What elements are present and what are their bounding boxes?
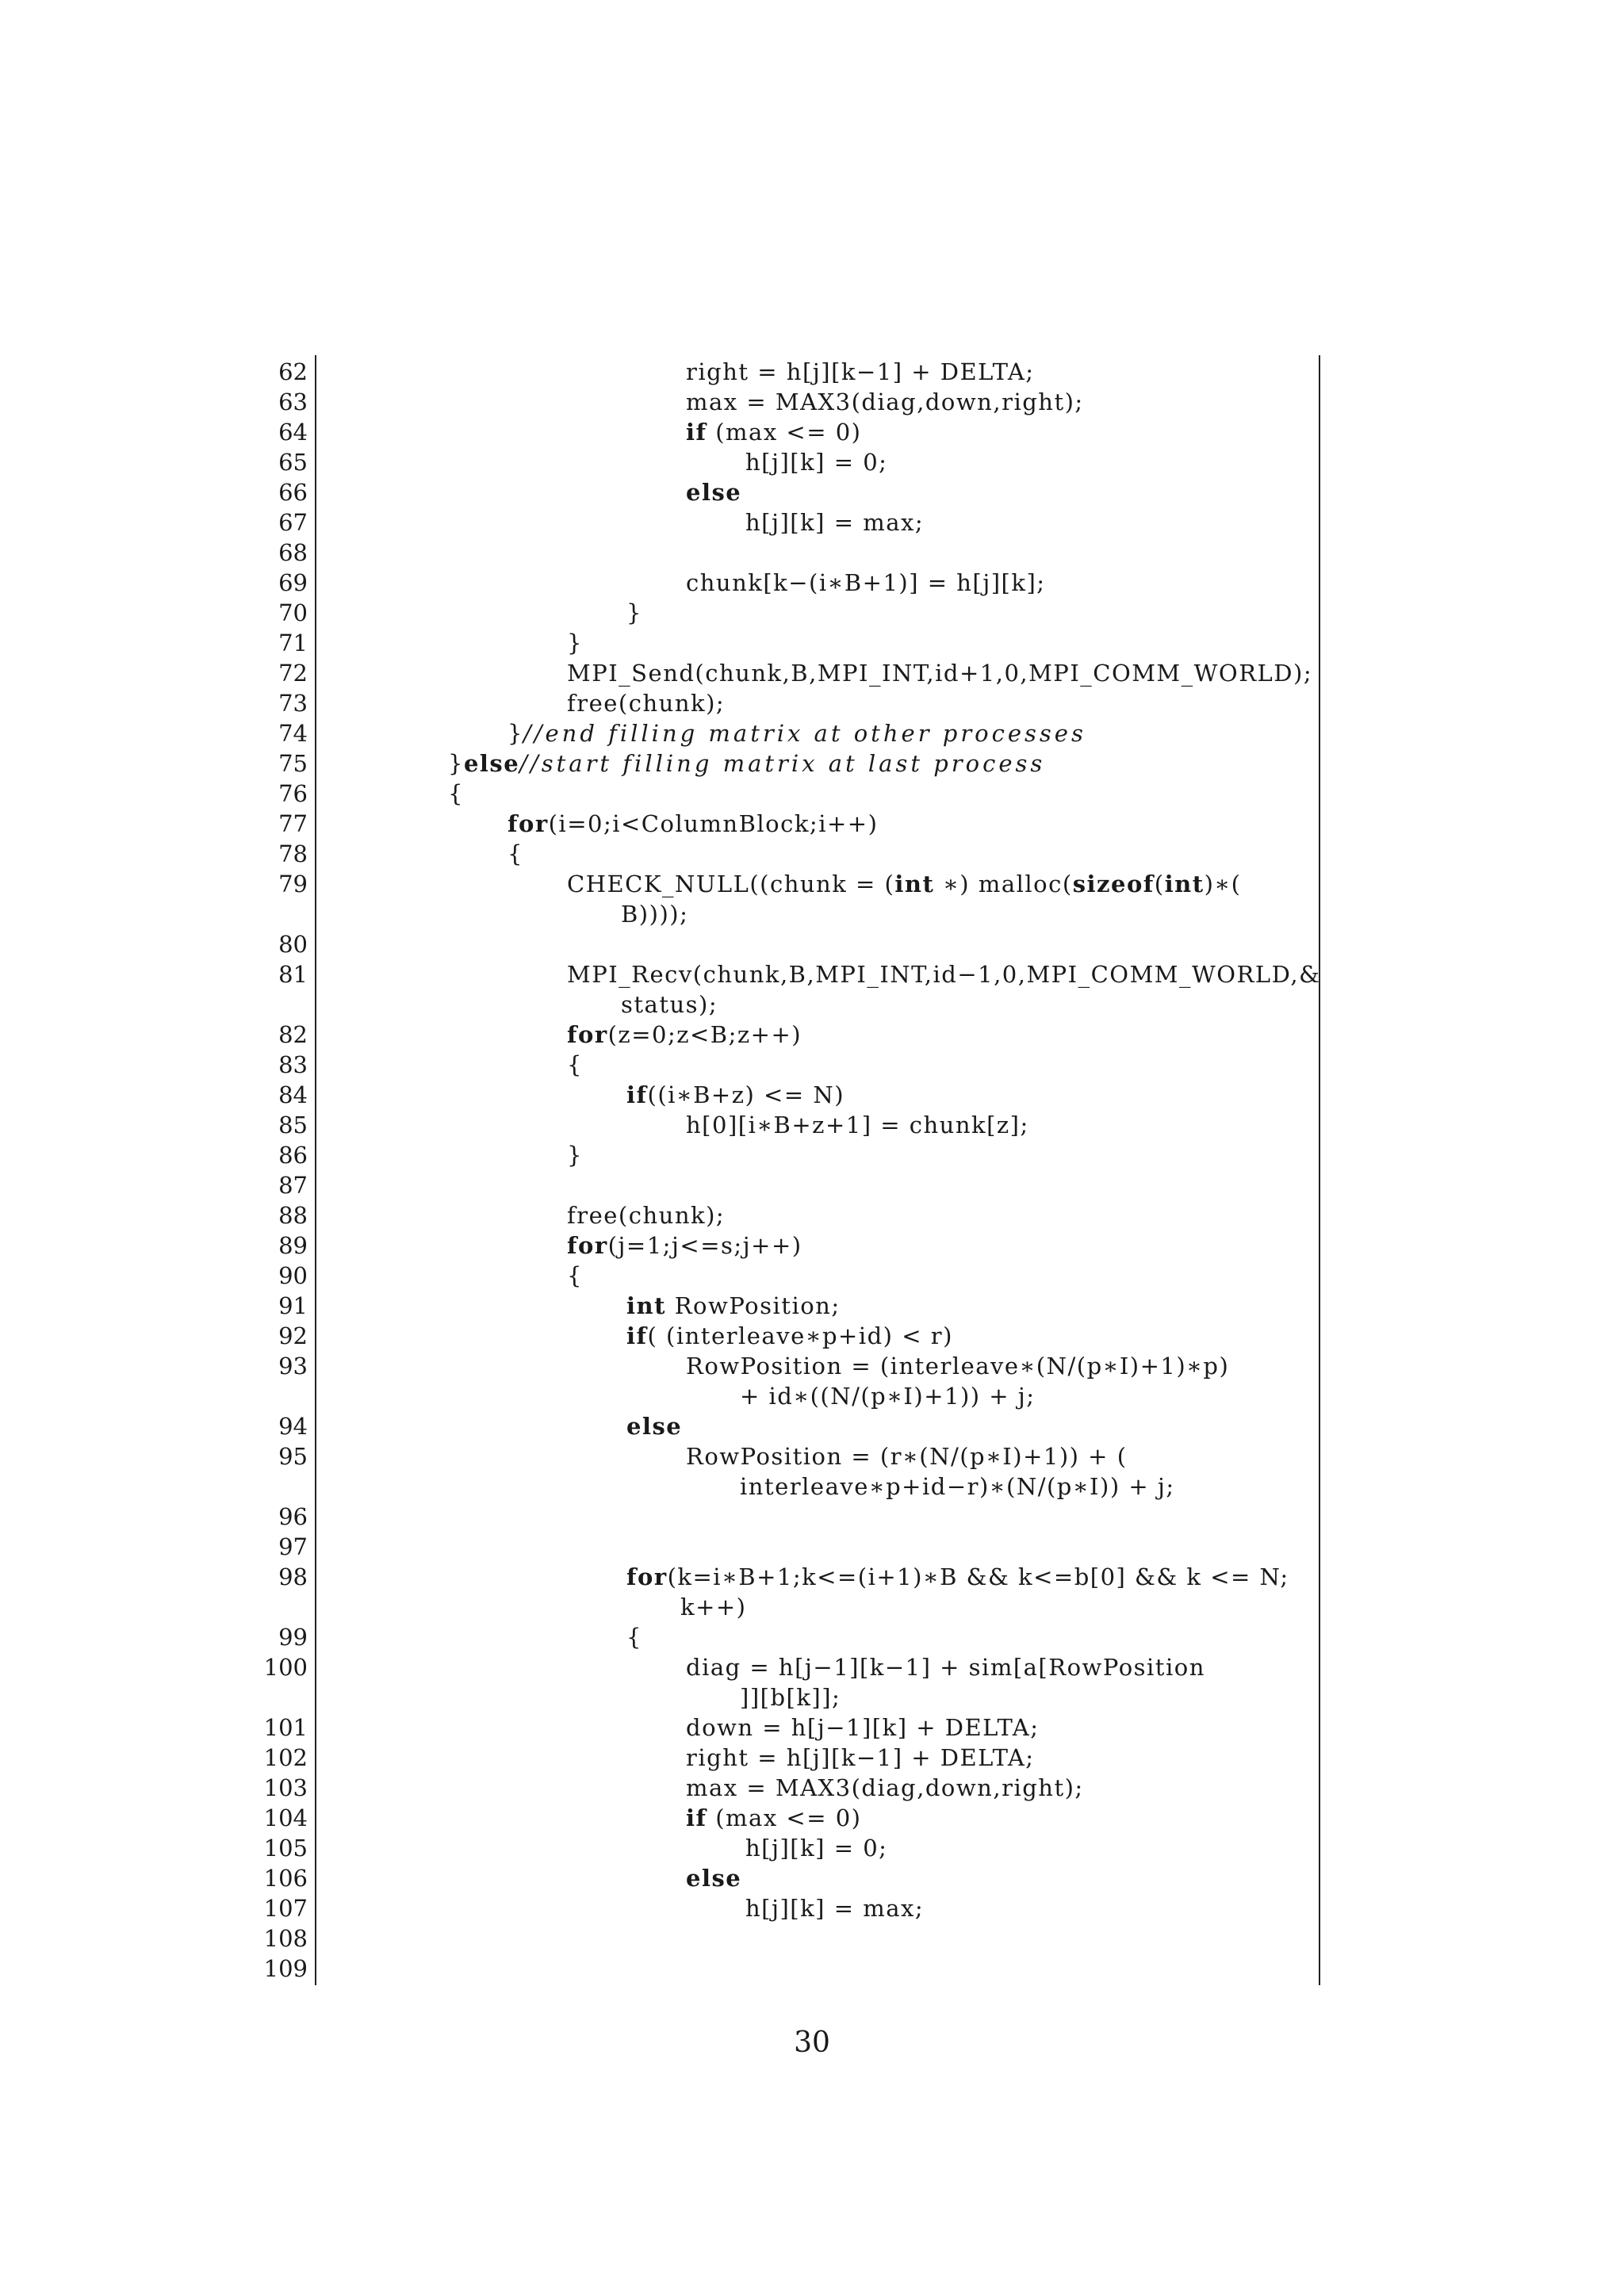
code-line bbox=[0, 869, 1624, 929]
code-text bbox=[448, 779, 464, 809]
code-token: h[j][k] = 0; bbox=[745, 449, 888, 476]
code-keyword: if bbox=[626, 1081, 648, 1108]
code-token: diag = h[j−1][k−1] + sim[a[RowPosition bbox=[686, 1654, 1205, 1681]
code-token: CHECK_NULL((chunk = ( bbox=[567, 871, 895, 897]
code-text bbox=[626, 598, 642, 628]
code-text bbox=[626, 1622, 642, 1652]
code-token: { bbox=[626, 1624, 642, 1651]
line-number: 81 bbox=[278, 961, 308, 988]
line-number: 109 bbox=[263, 1955, 308, 1982]
code-line bbox=[0, 1411, 1624, 1441]
code-keyword: for bbox=[626, 1563, 668, 1590]
code-line bbox=[0, 1110, 1624, 1140]
code-text bbox=[448, 748, 1045, 779]
line-number: 66 bbox=[278, 479, 308, 506]
code-text bbox=[686, 357, 1035, 387]
line-number: 92 bbox=[278, 1322, 308, 1349]
code-line bbox=[0, 507, 1624, 538]
code-text bbox=[626, 1321, 953, 1351]
code-keyword: if bbox=[686, 419, 707, 446]
code-token: h[j][k] = max; bbox=[745, 1895, 925, 1922]
code-line bbox=[0, 1893, 1624, 1923]
line-number: 72 bbox=[278, 660, 308, 687]
line-number: 103 bbox=[263, 1774, 308, 1801]
code-keyword: sizeof bbox=[1072, 871, 1155, 897]
code-line bbox=[0, 1261, 1624, 1291]
code-line bbox=[0, 1652, 1624, 1712]
code-token: { bbox=[567, 1262, 583, 1289]
line-number: 62 bbox=[278, 358, 308, 385]
line-number: 63 bbox=[278, 388, 308, 415]
code-line bbox=[0, 809, 1624, 839]
code-token: h[0][i∗B+z+1] = chunk[z]; bbox=[686, 1112, 1029, 1138]
code-line bbox=[0, 1020, 1624, 1050]
code-token: right = h[j][k−1] + DELTA; bbox=[686, 358, 1035, 385]
code-continuation: B)))); bbox=[621, 901, 689, 928]
code-line bbox=[0, 1200, 1624, 1230]
code-keyword: for bbox=[567, 1021, 608, 1048]
line-number: 86 bbox=[278, 1142, 308, 1169]
code-token: (i=0;i<ColumnBlock;i++) bbox=[548, 810, 879, 837]
code-token: free(chunk); bbox=[567, 690, 726, 717]
line-number: 91 bbox=[278, 1292, 308, 1319]
code-token: } bbox=[448, 750, 464, 777]
line-number: 67 bbox=[278, 509, 308, 536]
line-number: 65 bbox=[278, 449, 308, 476]
code-text bbox=[686, 1803, 861, 1833]
code-keyword: if bbox=[626, 1322, 648, 1349]
code-line bbox=[0, 1833, 1624, 1863]
code-token: (z=0;z<B;z++) bbox=[607, 1021, 802, 1048]
code-token: MPI_Send(chunk,B,MPI_INT,id+1,0,MPI_COMM_WORLD); bbox=[567, 660, 1313, 687]
code-text bbox=[567, 869, 1241, 929]
code-line bbox=[0, 959, 1624, 1020]
code-line bbox=[0, 1954, 1624, 1984]
line-number: 94 bbox=[278, 1413, 308, 1440]
code-continuation: ]][b[k]]; bbox=[740, 1684, 841, 1711]
code-line bbox=[0, 477, 1624, 507]
line-number: 74 bbox=[278, 720, 308, 747]
code-token: (max <= 0) bbox=[707, 1804, 862, 1831]
code-token: ∗) malloc( bbox=[934, 871, 1073, 897]
code-line bbox=[0, 1712, 1624, 1743]
code-token: RowPosition = (interleave∗(N/(p∗I)+1)∗p) bbox=[686, 1353, 1230, 1380]
code-line bbox=[0, 1230, 1624, 1261]
code-text bbox=[567, 688, 725, 718]
line-number: 97 bbox=[278, 1533, 308, 1560]
page-number: 30 bbox=[794, 2026, 830, 2059]
code-token: max = MAX3(diag,down,right); bbox=[686, 388, 1084, 415]
code-text bbox=[626, 1562, 1289, 1622]
line-number: 75 bbox=[278, 750, 308, 777]
code-token: max = MAX3(diag,down,right); bbox=[686, 1774, 1084, 1801]
line-number: 88 bbox=[278, 1202, 308, 1229]
code-text bbox=[567, 1261, 583, 1291]
code-line bbox=[0, 1441, 1624, 1502]
code-line bbox=[0, 1351, 1624, 1411]
code-line bbox=[0, 447, 1624, 477]
line-number: 77 bbox=[278, 810, 308, 837]
code-line bbox=[0, 1532, 1624, 1562]
code-line bbox=[0, 1773, 1624, 1803]
code-text bbox=[745, 447, 887, 477]
code-token: ( bbox=[1154, 871, 1165, 897]
code-keyword: else bbox=[626, 1413, 683, 1440]
line-number: 70 bbox=[278, 599, 308, 626]
code-line bbox=[0, 1050, 1624, 1080]
code-token: MPI_Recv(chunk,B,MPI_INT,id−1,0,MPI_COMM_WORLD,& bbox=[567, 961, 1321, 988]
line-number: 83 bbox=[278, 1051, 308, 1078]
code-line bbox=[0, 1502, 1624, 1532]
code-token: h[j][k] = max; bbox=[745, 509, 925, 536]
code-text bbox=[626, 1080, 845, 1110]
line-number: 95 bbox=[278, 1443, 308, 1470]
line-number: 108 bbox=[263, 1925, 308, 1952]
code-line bbox=[0, 628, 1624, 658]
code-token: { bbox=[508, 840, 523, 867]
line-number: 101 bbox=[263, 1714, 308, 1741]
code-token: ( (interleave∗p+id) < r) bbox=[647, 1322, 953, 1349]
code-text bbox=[745, 507, 924, 538]
code-text bbox=[686, 1351, 1229, 1411]
code-listing bbox=[0, 357, 1624, 1984]
code-line bbox=[0, 1170, 1624, 1200]
line-number: 71 bbox=[278, 629, 308, 656]
line-number: 78 bbox=[278, 840, 308, 867]
code-continuation: status); bbox=[621, 991, 718, 1018]
line-number: 107 bbox=[263, 1895, 308, 1922]
code-token: } bbox=[508, 720, 523, 747]
code-text bbox=[508, 718, 1086, 748]
code-line bbox=[0, 839, 1624, 869]
code-text bbox=[508, 839, 523, 869]
line-number: 90 bbox=[278, 1262, 308, 1289]
code-keyword: int bbox=[894, 871, 935, 897]
code-continuation: interleave∗p+id−r)∗(N/(p∗I)) + j; bbox=[740, 1473, 1175, 1500]
line-number: 82 bbox=[278, 1021, 308, 1048]
code-text bbox=[567, 658, 1312, 688]
code-keyword: else bbox=[686, 1865, 742, 1892]
code-text bbox=[745, 1893, 924, 1923]
code-token: right = h[j][k−1] + DELTA; bbox=[686, 1744, 1035, 1771]
line-number: 69 bbox=[278, 569, 308, 596]
code-text bbox=[567, 959, 1320, 1020]
code-continuation: k++) bbox=[680, 1594, 747, 1621]
code-token: h[j][k] = 0; bbox=[745, 1835, 888, 1862]
code-keyword: for bbox=[567, 1232, 608, 1259]
code-text bbox=[567, 1230, 802, 1261]
code-token: { bbox=[448, 780, 464, 807]
code-comment: //start filling matrix at last process bbox=[519, 750, 1046, 777]
code-text bbox=[686, 1652, 1205, 1712]
code-line bbox=[0, 387, 1624, 417]
line-number: 104 bbox=[263, 1804, 308, 1831]
line-number: 100 bbox=[263, 1654, 308, 1681]
code-token: } bbox=[567, 1142, 583, 1169]
line-number: 89 bbox=[278, 1232, 308, 1259]
code-token: down = h[j−1][k] + DELTA; bbox=[686, 1714, 1040, 1741]
line-number: 84 bbox=[278, 1081, 308, 1108]
code-text bbox=[567, 1050, 583, 1080]
code-text bbox=[626, 1411, 682, 1441]
line-number: 68 bbox=[278, 539, 308, 566]
code-line bbox=[0, 357, 1624, 387]
line-number: 80 bbox=[278, 931, 308, 958]
code-line bbox=[0, 538, 1624, 568]
code-text bbox=[686, 1110, 1029, 1140]
code-line bbox=[0, 658, 1624, 688]
code-token: free(chunk); bbox=[567, 1202, 726, 1229]
code-text bbox=[567, 1140, 583, 1170]
line-number: 93 bbox=[278, 1353, 308, 1380]
code-line bbox=[0, 1923, 1624, 1954]
code-token: RowPosition; bbox=[666, 1292, 841, 1319]
code-line bbox=[0, 748, 1624, 779]
code-line bbox=[0, 1803, 1624, 1833]
code-text bbox=[686, 1773, 1084, 1803]
code-line bbox=[0, 688, 1624, 718]
code-line bbox=[0, 779, 1624, 809]
code-text bbox=[567, 628, 583, 658]
code-token: } bbox=[626, 599, 642, 626]
code-token: (j=1;j<=s;j++) bbox=[607, 1232, 802, 1259]
code-line bbox=[0, 1562, 1624, 1622]
code-text bbox=[686, 1712, 1040, 1743]
code-token: } bbox=[567, 629, 583, 656]
code-line bbox=[0, 929, 1624, 959]
code-token: { bbox=[567, 1051, 583, 1078]
code-text bbox=[686, 568, 1046, 598]
code-text bbox=[567, 1200, 725, 1230]
code-line bbox=[0, 598, 1624, 628]
code-token: (max <= 0) bbox=[707, 419, 862, 446]
code-line bbox=[0, 568, 1624, 598]
line-number: 106 bbox=[263, 1865, 308, 1892]
line-number: 99 bbox=[278, 1624, 308, 1651]
line-number: 105 bbox=[263, 1835, 308, 1862]
code-keyword: else bbox=[686, 479, 742, 506]
code-token: chunk[k−(i∗B+1)] = h[j][k]; bbox=[686, 569, 1046, 596]
code-text bbox=[686, 1863, 741, 1893]
code-text bbox=[626, 1291, 841, 1321]
line-number: 98 bbox=[278, 1563, 308, 1590]
code-token: (k=i∗B+1;k<=(i+1)∗B && k<=b[0] && k <= N; bbox=[667, 1563, 1289, 1590]
code-keyword: for bbox=[508, 810, 549, 837]
code-line bbox=[0, 1863, 1624, 1893]
code-text bbox=[686, 477, 741, 507]
code-keyword: int bbox=[626, 1292, 666, 1319]
code-comment: //end filling matrix at other processes bbox=[523, 720, 1086, 747]
code-text bbox=[508, 809, 878, 839]
code-text bbox=[686, 417, 861, 447]
code-line bbox=[0, 1321, 1624, 1351]
code-text bbox=[567, 1020, 802, 1050]
code-token: ((i∗B+z) <= N) bbox=[647, 1081, 845, 1108]
code-line bbox=[0, 1743, 1624, 1773]
code-text bbox=[745, 1833, 887, 1863]
code-text bbox=[686, 1743, 1035, 1773]
line-number: 73 bbox=[278, 690, 308, 717]
code-line bbox=[0, 1291, 1624, 1321]
code-line bbox=[0, 1080, 1624, 1110]
code-line bbox=[0, 1140, 1624, 1170]
line-number: 76 bbox=[278, 780, 308, 807]
line-number: 64 bbox=[278, 419, 308, 446]
line-number: 96 bbox=[278, 1503, 308, 1530]
line-number: 79 bbox=[278, 871, 308, 897]
code-line bbox=[0, 1622, 1624, 1652]
code-token: )∗( bbox=[1204, 871, 1242, 897]
code-line bbox=[0, 417, 1624, 447]
code-continuation: + id∗((N/(p∗I)+1)) + j; bbox=[740, 1383, 1036, 1410]
code-line bbox=[0, 718, 1624, 748]
code-keyword: else bbox=[463, 750, 520, 777]
line-number: 102 bbox=[263, 1744, 308, 1771]
code-text bbox=[686, 1441, 1175, 1502]
line-number: 87 bbox=[278, 1172, 308, 1199]
code-keyword: int bbox=[1164, 871, 1205, 897]
code-token: RowPosition = (r∗(N/(p∗I)+1)) + ( bbox=[686, 1443, 1128, 1470]
code-text bbox=[686, 387, 1084, 417]
code-keyword: if bbox=[686, 1804, 707, 1831]
line-number: 85 bbox=[278, 1112, 308, 1138]
